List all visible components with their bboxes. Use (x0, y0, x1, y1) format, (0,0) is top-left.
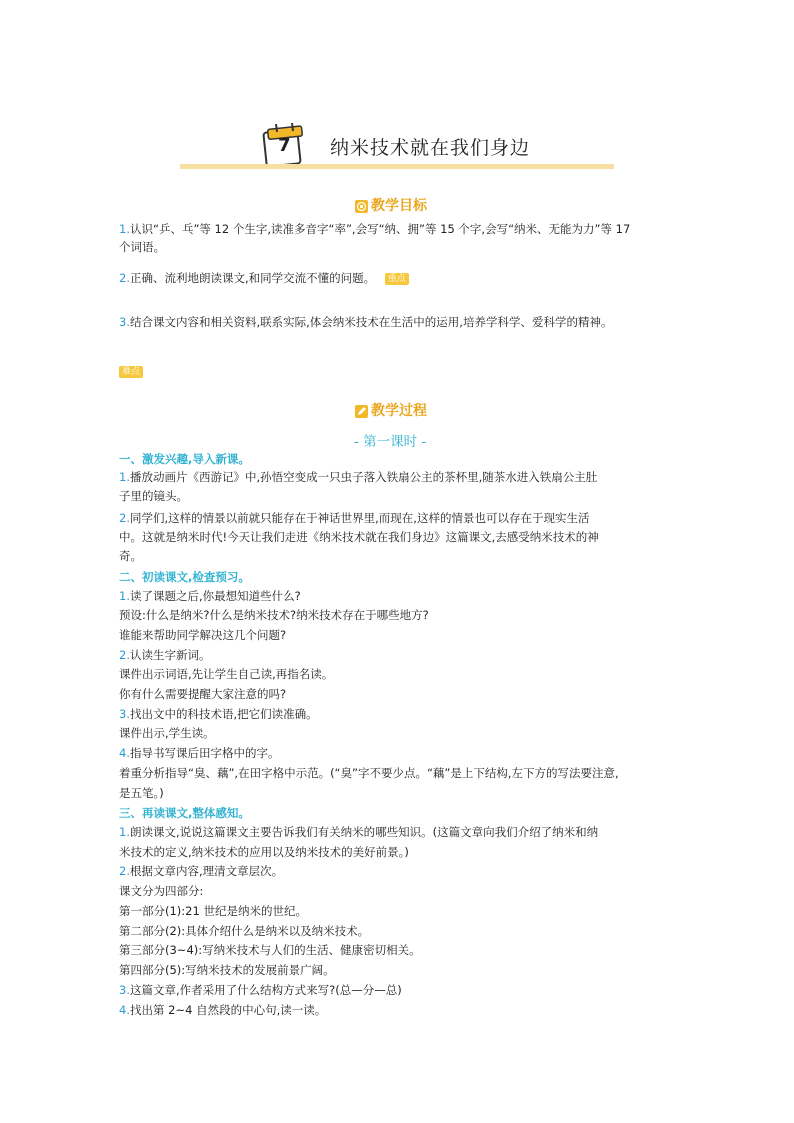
process-line: 2.同学们,这样的情景以前就只能存在于神话世界里,而现在,这样的情景也可以存在于现实生活 (119, 511, 590, 525)
process-line: 第一部分(1):21 世纪是纳米的世纪。 (119, 904, 307, 918)
process-line: 课文分为四部分: (119, 884, 204, 898)
process-line: 4.指导书写课后田字格中的字。 (119, 746, 280, 760)
process-heading (355, 400, 427, 420)
goals-heading (355, 195, 427, 215)
process-line: 3.这篇文章,作者采用了什么结构方式来写?(总—分—总) (119, 983, 402, 997)
process-line: 预设:什么是纳米?什么是纳米技术?纳米技术存在于哪些地方? (119, 608, 429, 622)
process-line: 2.认读生字新词。 (119, 648, 211, 662)
section-title-1: 一、激发兴趣,导入新课。 (119, 452, 250, 466)
pencil-icon (355, 405, 368, 418)
process-line: 第二部分(2):具体介绍什么是纳米以及纳米技术。 (119, 924, 370, 938)
process-line: 着重分析指导“臭、藕”,在田字格中示范。(“臭”字不要少点。“藕”是上下结构,左下方的写法要注意, (119, 766, 619, 780)
process-line: 4.找出第 2~4 自然段的中心句,读一读。 (119, 1003, 327, 1017)
target-icon (355, 200, 368, 213)
key-point-badge: 重点 (385, 273, 409, 285)
difficulty-badge-wrap (119, 361, 143, 380)
process-line: 课件出示,学生读。 (119, 726, 215, 740)
difficulty-badge: 难点 (119, 366, 143, 378)
process-heading-text: 教学过程 (371, 403, 427, 419)
process-line: 奇。 (119, 549, 142, 563)
goals-heading-text: 教学目标 (371, 198, 427, 214)
goal-item-1-line2: 个词语。 (119, 240, 165, 254)
goal-item-1-line1: 1.认识“乒、乓”等 12 个生字,读准多音字“率”,会写“纳、拥”等 15 个字,会写“纳米、无能为力”等 17 (119, 222, 631, 236)
process-line: 是五笔。) (119, 786, 164, 800)
process-line: 子里的镜头。 (119, 489, 188, 503)
lesson-number: 7 (278, 135, 291, 156)
process-line: 米技术的定义,纳米技术的应用以及纳米技术的美好前景。) (119, 845, 409, 859)
process-line: 1.朗读课文,说说这篇课文主要告诉我们有关纳米的哪些知识。(这篇文章向我们介绍了纳米和纳 (119, 825, 599, 839)
section-title-2: 二、初读课文,检查预习。 (119, 570, 250, 584)
goal-item-3: 3.结合课文内容和相关资料,联系实际,体会纳米技术在生活中的运用,培养学科学、爱科学的精神。 (119, 315, 613, 329)
process-line: 1.读了课题之后,你最想知道些什么? (119, 589, 301, 603)
process-line: 3.找出文中的科技术语,把它们读准确。 (119, 707, 318, 721)
lesson-title: 纳米技术就在我们身边 (330, 137, 531, 159)
process-line: 中。这就是纳米时代!今天让我们走进《纳米技术就在我们身边》这篇课文,去感受纳米技术的神 (119, 530, 599, 544)
goal-item-2: 2.正确、流利地朗读课文,和同学交流不懂的问题。 重点 (119, 271, 409, 286)
lesson-header (180, 120, 614, 172)
process-line: 你有什么需要提醒大家注意的吗? (119, 687, 287, 701)
process-line: 课件出示词语,先让学生自己读,再指名读。 (119, 667, 334, 681)
process-line: 第四部分(5):写纳米技术的发展前景广阔。 (119, 963, 335, 977)
process-line: 1.播放动画片《西游记》中,孙悟空变成一只虫子落入铁扇公主的茶杯里,随茶水进入铁扇公主肚 (119, 470, 598, 484)
header-underline (180, 164, 614, 169)
lesson-marker: - 第一课时 - (354, 434, 427, 450)
section-title-3: 三、再读课文,整体感知。 (119, 806, 250, 820)
process-line: 第三部分(3~4):写纳米技术与人们的生活、健康密切相关。 (119, 943, 421, 957)
process-line: 谁能来帮助同学解决这几个问题? (119, 628, 287, 642)
process-line: 2.根据文章内容,理清文章层次。 (119, 864, 284, 878)
